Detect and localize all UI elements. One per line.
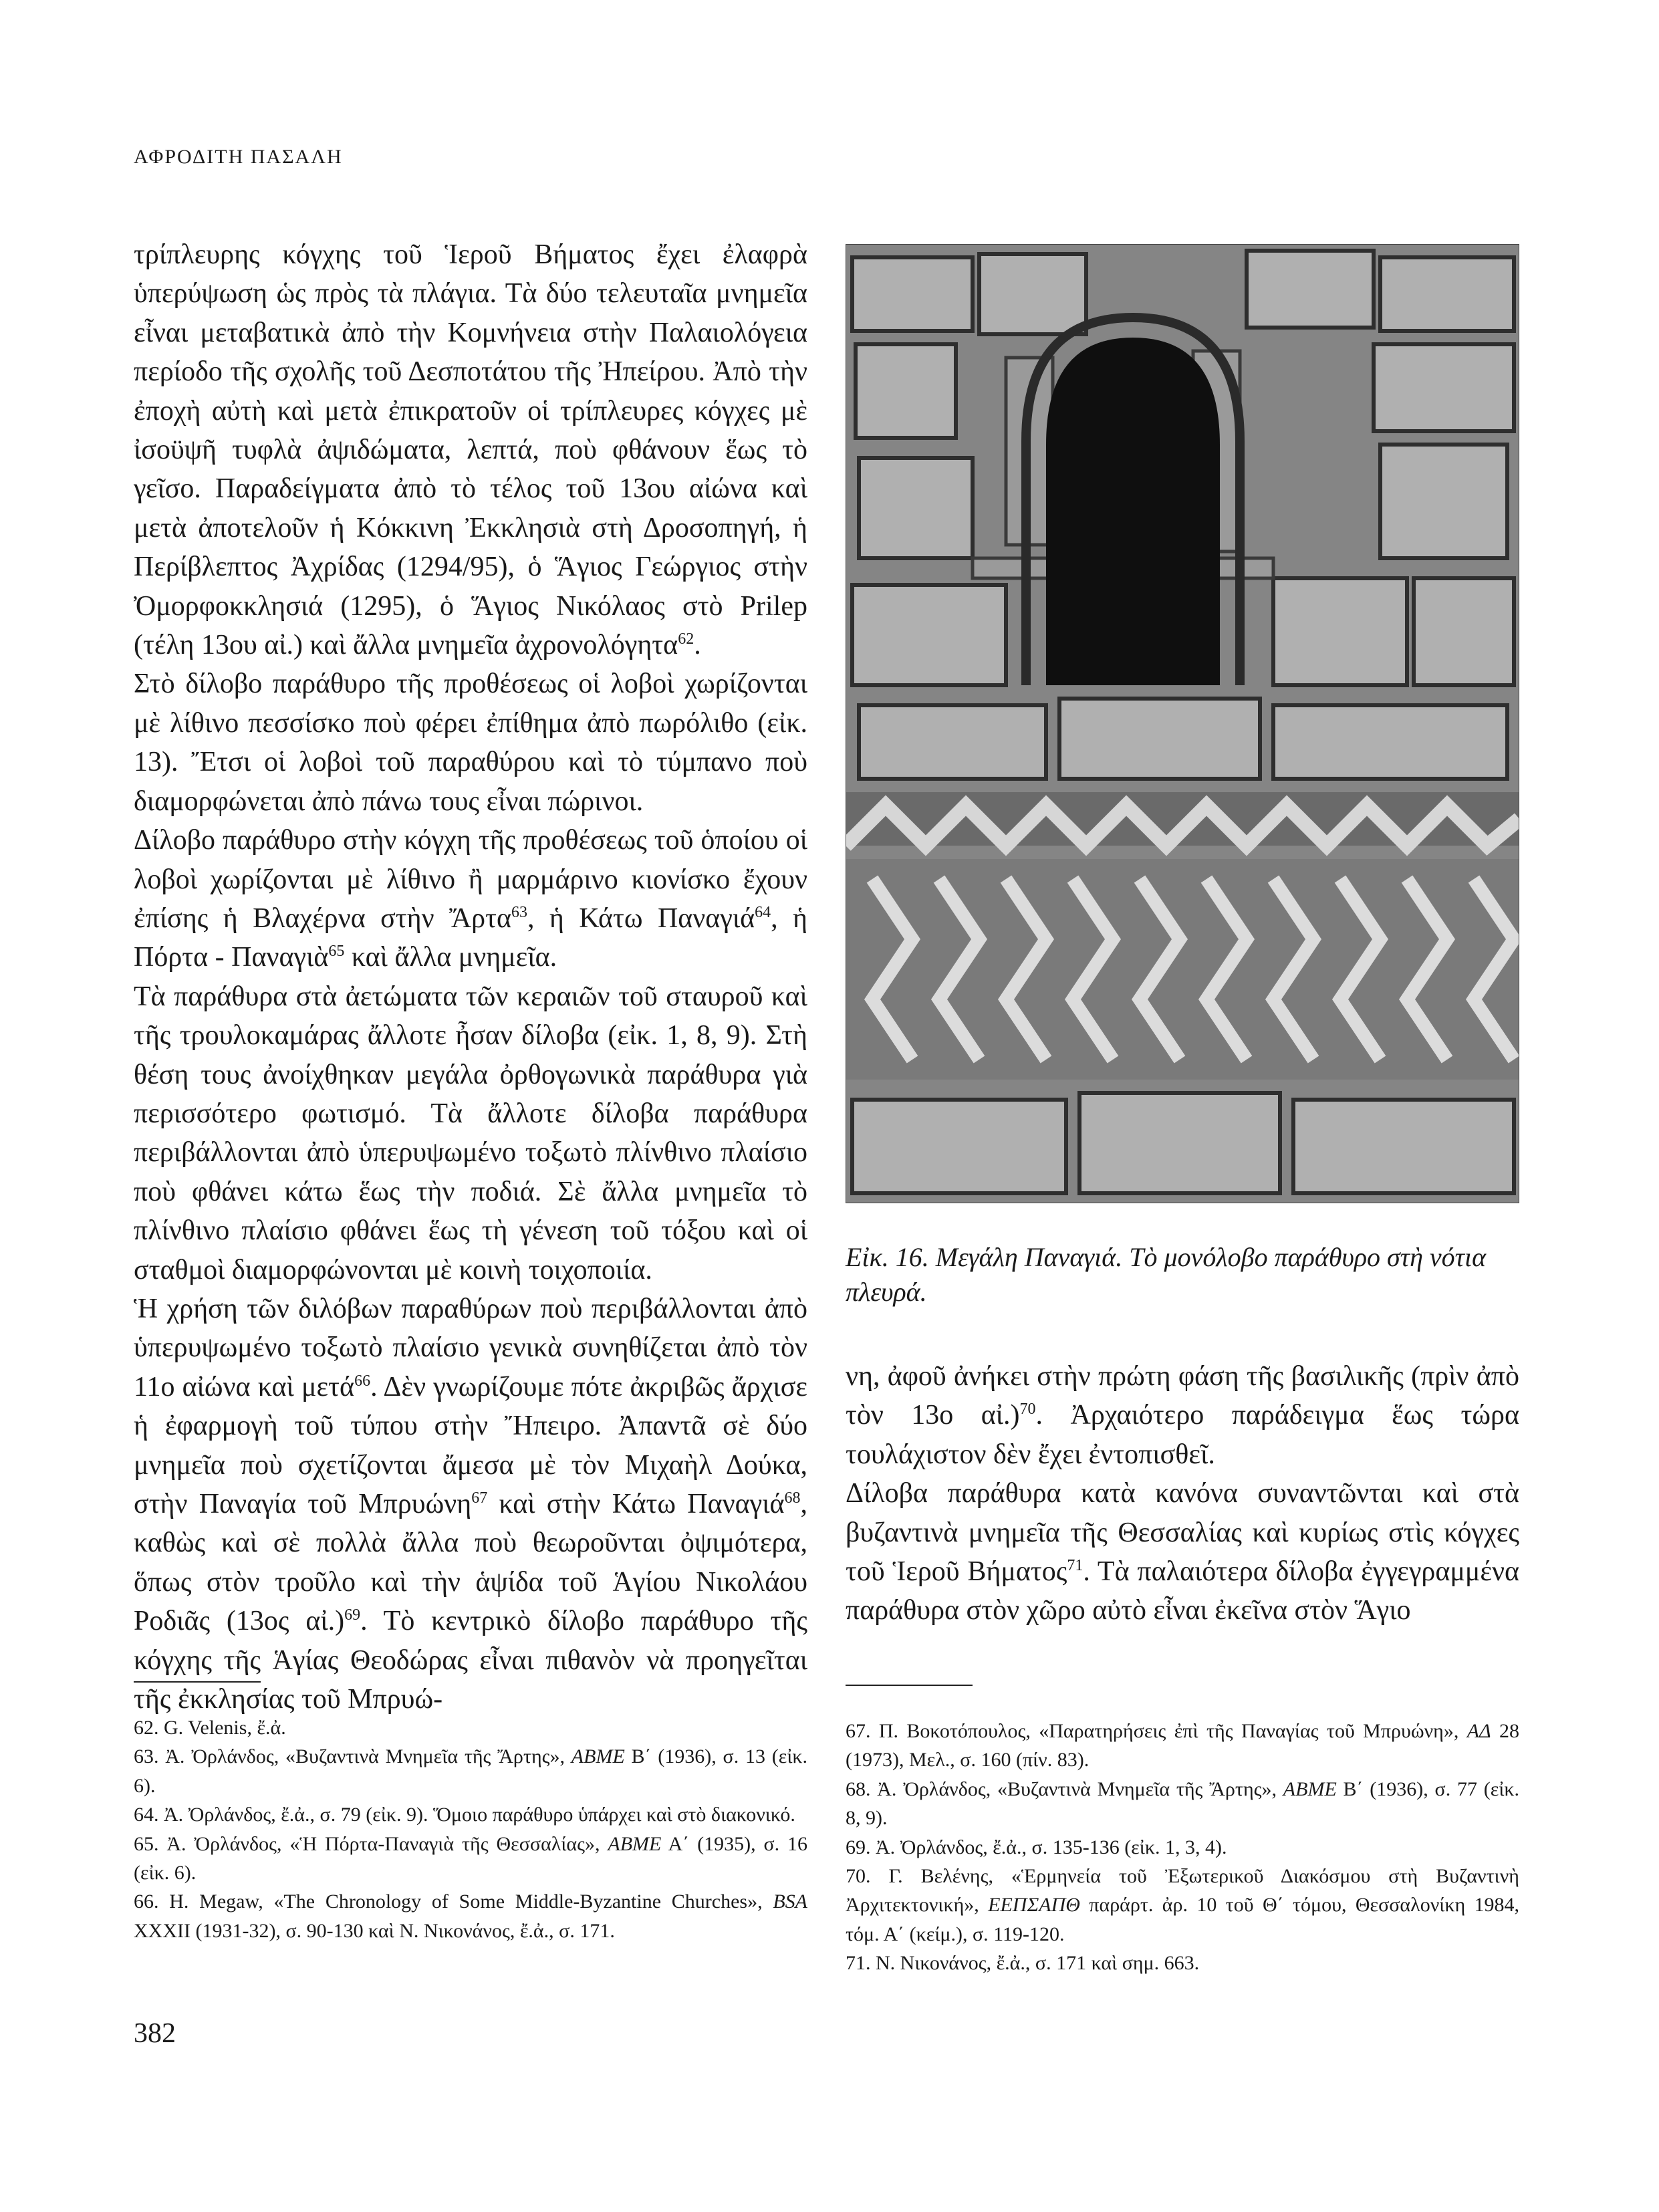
footnote: 65. Ἀ. Ὀρλάνδος, «Ἡ Πόρτα-Παναγιὰ τῆς Θεσσαλίας», ΑΒΜΕ Α΄ (1935), σ. 16 (εἰκ. 6). bbox=[134, 1832, 808, 1884]
footnote-ref[interactable]: 65 bbox=[328, 943, 345, 961]
footnote-ref[interactable]: 67 bbox=[471, 1489, 488, 1507]
running-head: ΑΦΡΟΔΙΤΗ ΠΑΣΑΛΗ bbox=[134, 146, 343, 168]
footnote-ref[interactable]: 64 bbox=[755, 903, 771, 921]
paragraph: νη, ἀφοῦ ἀνήκει στὴν πρώτη φάση τῆς βασιλικῆς (πρὶν ἀπὸ τὸν 13ο αἰ.)$^{70}$. Ἀρχαιότερο παράδειγμα ἕως τώρα τουλάχιστον δὲν ἔχει ἐντοπισθεῖ. bbox=[846, 1361, 1519, 1470]
footnote: 63. Ἀ. Ὀρλάνδος, «Βυζαντινὰ Μνημεῖα τῆς Ἄρτης», ΑΒΜΕ Β΄ (1936), σ. 13 (εἰκ. 6). bbox=[134, 1745, 808, 1797]
footnote-ref[interactable]: 71 bbox=[1067, 1557, 1083, 1575]
footnote: 69. Ἀ. Ὀρλάνδος, ἔ.ἀ., σ. 135-136 (εἰκ. 1, 3, 4). bbox=[846, 1836, 1227, 1858]
footnote: 62. G. Velenis, ἔ.ἀ. bbox=[134, 1717, 286, 1739]
paragraph: Ἡ χρήση τῶν διλόβων παραθύρων ποὺ περιβάλλονται ἀπὸ ὑπερυψωμένο τοξωτὸ πλαίσιο γενικὰ συνηθίζεται ἀπὸ τὸν 11ο αἰώνα καὶ μετά$^{66}$. Δὲν γνωρίζουμε πότε ἀκριβῶς ἄρχισε ἡ ἐφαρμογὴ τοῦ τύπου στὴν Ἤπειρο. Ἀπαντᾶ σὲ δύο μνημεῖα ποὺ σχετίζονται ἄμεσα μὲ τὸν Μιχαὴλ Δούκα, στὴν Παναγία τοῦ Μπρυώνη$^{67}$ καὶ στὴν Κάτω Παναγιά$^{68}$, καθὼς καὶ σὲ πολλὰ ἄλλα ποὺ θεωροῦνται ὀψιμότερα, ὅπως στὸν τροῦλο καὶ τὴν ἁψίδα τοῦ Ἁγίου Νικολάου Ροδιᾶς (13ος αἰ.)$^{69}$. Τὸ κεντρικὸ δίλοβο παράθυρο τῆς κόγχης τῆς Ἁγίας Θεοδώρας εἶναι πιθανὸν νὰ προηγεῖται τῆς ἐκκλησίας τοῦ Μπρυώ- bbox=[134, 1293, 807, 1715]
footnote: 67. Π. Βοκοτόπουλος, «Παρατηρήσεις ἐπὶ τῆς Παναγίας τοῦ Μπρυώνη», ΑΔ 28 (1973), Μελ., σ. 160 (πίν. 83). bbox=[846, 1720, 1520, 1771]
footnote: 71. Ν. Νικονάνος, ἔ.ἀ., σ. 171 καὶ σημ. 663. bbox=[846, 1952, 1200, 1975]
footnote: 68. Ἀ. Ὀρλάνδος, «Βυζαντινὰ Μνημεῖα τῆς Ἄρτης», ΑΒΜΕ Β΄ (1936), σ. 77 (εἰκ. 8, 9). bbox=[846, 1777, 1520, 1830]
paragraph: Τὰ παράθυρα στὰ ἀετώματα τῶν κεραιῶν τοῦ σταυροῦ καὶ τῆς τρουλοκαμάρας ἄλλοτε ἦσαν δίλοβα (εἰκ. 1, 8, 9). Στὴ θέση τους ἀνοίχθηκαν μεγάλα ὀρθογωνικὰ παράθυρα γιὰ περισσότερο φωτισμό. Τὰ ἄλλοτε δίλοβα παράθυρα περιβάλλονται ἀπὸ ὑπερυψωμένο τοξωτὸ πλίνθινο πλαίσιο ποὺ φθάνει κάτω ἕως τὴν ποδιά. Σὲ ἄλλα μνημεῖα τὸ πλίνθινο πλαίσιο φθάνει ἕως τὴ γένεση τοῦ τόξου καὶ οἱ σταθμοὶ διαμορφώνονται μὲ κοινὴ τοιχοποιία. bbox=[134, 981, 807, 1285]
footnote-rule bbox=[134, 1681, 261, 1683]
footnote: 64. Ἀ. Ὀρλάνδος, ἔ.ἀ., σ. 79 (εἰκ. 9). Ὅμοιο παράθυρο ὑπάρχει καὶ στὸ διακονικό. bbox=[134, 1804, 795, 1826]
footnote-rule bbox=[846, 1685, 973, 1686]
paragraph: Δίλοβα παράθυρα κατὰ κανόνα συναντῶνται καὶ στὰ βυζαντινὰ μνημεῖα τῆς Θεσσαλίας καὶ κυρίως στὶς κόγχες τοῦ Ἱεροῦ Βήματος$^{71}$. Τὰ παλαιότερα δίλοβα ἐγγεγραμμένα παράθυρα στὸν χῶρο αὐτὸ εἶναι ἐκεῖνα στὸν Ἅγιο bbox=[846, 1478, 1520, 1626]
footnote-ref[interactable]: 62 bbox=[678, 630, 694, 648]
footnote-ref[interactable]: 63 bbox=[511, 903, 528, 921]
body-column-right bbox=[846, 1357, 1519, 1630]
footnote-ref[interactable]: 69 bbox=[344, 1606, 361, 1624]
masonry-wall-image bbox=[846, 244, 1519, 1203]
paragraph: τρίπλευρης κόγχης τοῦ Ἱεροῦ Βήματος ἔχει ἐλαφρὰ ὑπερύψωση ὡς πρὸς τὰ πλάγια. Τὰ δύο τελευταῖα μνημεῖα εἶναι μεταβατικὰ ἀπὸ τὴν Κομνήνεια στὴν Παλαιολόγεια περίοδο τῆς σχολῆς τοῦ Δεσποτάτου τῆς Ἠπείρου. Ἀπὸ τὴν ἐποχὴ αὐτὴ καὶ μετὰ ἐπικρατοῦν οἱ τρίπλευρες κόγχες μὲ ἰσοϋψῆ τυφλὰ ἀψιδώματα, λεπτά, ποὺ φθάνουν ἕως τὸ γεῖσο. Παραδείγματα ἀπὸ τὸ τέλος τοῦ 13ου αἰώνα καὶ μετὰ ἀποτελοῦν ἡ Κόκκινη Ἐκκλησιὰ στὴ Δροσοπηγή, ἡ Περίβλεπτος Ἀχρίδας (1294/95), ὁ Ἅγιος Γεώργιος στὴν Ὀμορφοκκλησιά (1295), ὁ Ἅγιος Νικόλαος στὸ Prilep (τέλη 13ου αἰ.) καὶ ἄλλα μνημεῖα ἀχρονολόγητα$^{62}$. bbox=[134, 239, 807, 661]
body-column-left bbox=[134, 235, 807, 1719]
paragraph: Στὸ δίλοβο παράθυρο τῆς προθέσεως οἱ λοβοὶ χωρίζονται μὲ λίθινο πεσσίσκο ποὺ φέρει ἐπίθημα ἀπὸ πωρόλιθο (εἰκ. 13). Ἔτσι οἱ λοβοὶ τοῦ παραθύρου καὶ τὸ τύμπανο ποὺ διαμορφώνεται ἀπὸ πάνω τους εἶναι πώρινοι. bbox=[134, 668, 807, 817]
footnote: 70. Γ. Βελένης, «Ἑρμηνεία τοῦ Ἐξωτερικοῦ Διακόσμου στὴ Βυζαντινὴ Ἀρχιτεκτονική», ΕΕΠΣΑΠΘ παράρτ. ἀρ. 10 τοῦ Θ΄ τόμου, Θεσσαλονίκη 1984, τόμ. Α΄ (κείμ.), σ. 119-120. bbox=[846, 1865, 1519, 1945]
footnote: 66. H. Megaw, «The Chronology of Some Middle-Byzantine Churches», BSA XXXII (1931-32), σ. 90-130 καὶ Ν. Νικονάνος, ἔ.ἀ., σ. 171. bbox=[134, 1890, 808, 1942]
figure-caption: Εἰκ. 16. Μεγάλη Παναγιά. Τὸ μονόλοβο παράθυρο στὴ νότια πλευρά. bbox=[846, 1242, 1487, 1307]
page-number: 382 bbox=[134, 2018, 176, 2049]
footnotes-right bbox=[846, 1717, 1519, 1978]
footnote-ref[interactable]: 66 bbox=[354, 1372, 371, 1390]
footnote-ref[interactable]: 70 bbox=[1019, 1400, 1036, 1419]
paragraph: Δίλοβο παράθυρο στὴν κόγχη τῆς προθέσεως τοῦ ὁποίου οἱ λοβοὶ χωρίζονται μὲ λίθινο ἢ μαρμάρινο κιονίσκο ἔχουν ἐπίσης ἡ Βλαχέρνα στὴν Ἄρτα$^{63}$, ἡ Κάτω Παναγιά$^{64}$, ἡ Πόρτα - Παναγιὰ$^{65}$ καὶ ἄλλα μνημεῖα. bbox=[134, 825, 807, 973]
figure-photo-window bbox=[846, 244, 1519, 1203]
footnotes-left bbox=[134, 1713, 807, 1945]
footnote-ref[interactable]: 68 bbox=[784, 1489, 801, 1507]
